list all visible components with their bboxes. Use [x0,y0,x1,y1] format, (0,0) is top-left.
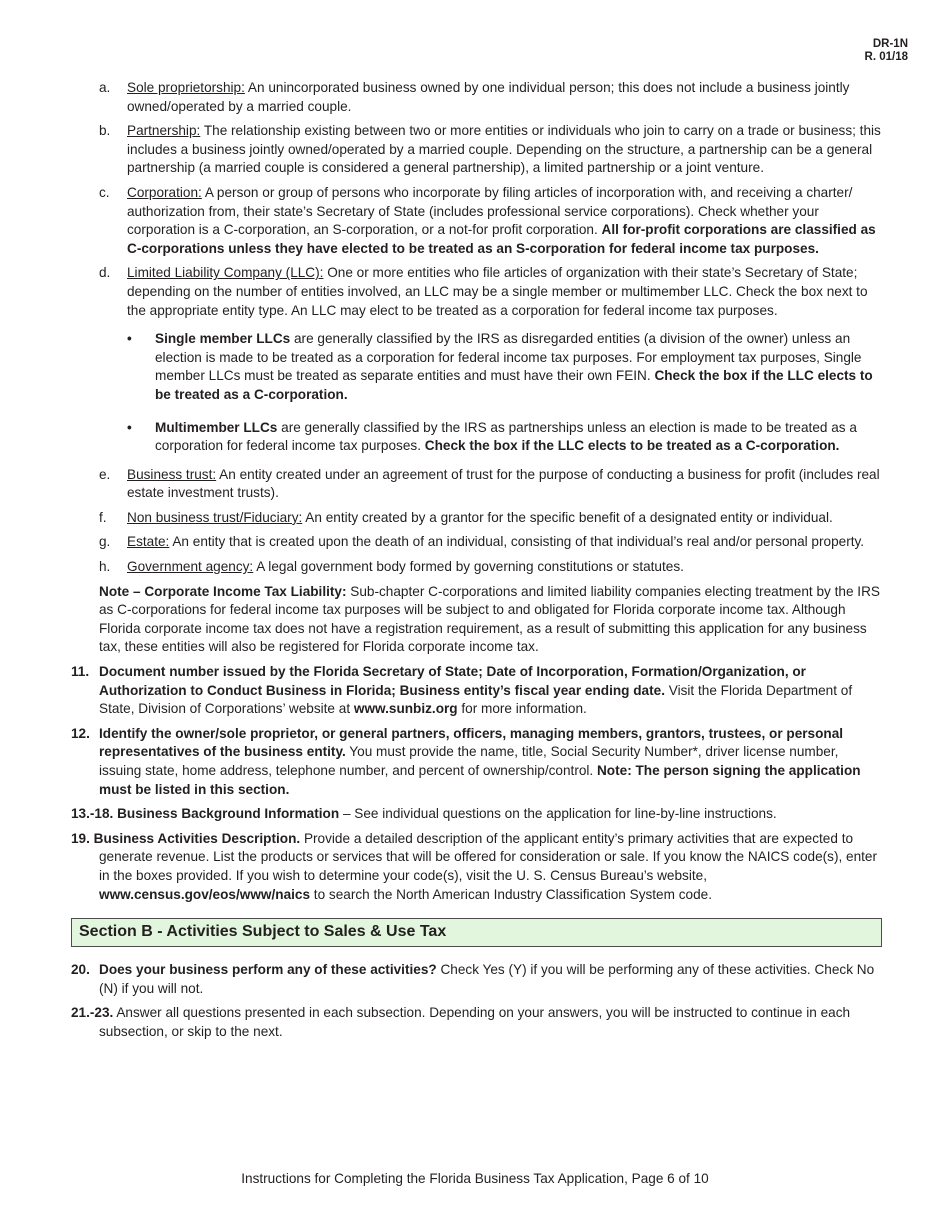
instruction-heading: Does your business perform any of these activities? [99,962,437,978]
bullet-lead: Multimember LLCs [155,419,278,435]
entity-description: An entity that is created upon the death of an individual, consisting of that individual’s real and/or personal property. [169,534,865,550]
instruction-21-23 [0,1004,950,1041]
corporate-tax-note [0,583,950,657]
bullet-emphasis: Check the box if the LLC elects to be treated as a C-corporation. [155,368,873,402]
item-number: 12. [71,725,90,741]
item-label: a. [99,80,111,95]
item-label: e. [99,466,111,482]
bullet-lead: Single member LLCs [155,331,291,347]
instruction-heading: 19. Business Activities Description. [71,830,301,846]
instruction-text-end: for more information. [457,701,587,717]
entity-term: Non business trust/Fiduciary: [127,509,303,525]
bullet-text: are generally classified by the IRS as disregarded entities (a division of the owner) unless an election is made to be treated as a corporation for federal income tax purposes. For employment tax purposes, Single member LLCs must be treated as separate entities and must have their own FEIN. [155,331,862,384]
entity-type-e [0,466,950,503]
instruction-text: Check Yes (Y) if you will be performing any of these activities. Check No (N) if you will not. [99,962,875,996]
entity-description: One or more entities who file articles of organization with their state’s Secretary of State; depending on the number of entities involved, an LLC may be a single member or multimember LLC. Check the box next to the appropriate entity type. An LLC may elect to be treated as a corporation for federal income tax purposes. [127,265,868,318]
instruction-text: Visit the Florida Department of State, Division of Corporations’ website at [99,682,853,717]
form-revision: R. 01/18 [864,51,908,63]
item-label: f. [99,509,107,525]
form-id [865,38,908,64]
entity-term: Corporation: [127,184,202,200]
entity-emphasis: All for-profit corporations are classified as C-corporations unless they have elected to be treated as an S-corporation for federal income tax purposes. [127,222,876,256]
instruction-11 [0,663,950,719]
entity-description: An entity created under an agreement of trust for the purpose of conducting a business for profit (includes real estate investment trusts). [127,466,880,501]
entity-term: Government agency: [127,559,254,575]
entity-description: A person or group of persons who incorporate by filing articles of incorporation with, and receiving a charter/ authorization from, their state’s Secretary of State (includes professional service corporations). Check whether your corporation is a C-corporation, an S-corporation, or a not-for profit corporation. [127,184,853,238]
instruction-note: Note: The person signing the application must be listed in this section. [99,763,861,797]
entity-term: Limited Liability Company (LLC): [127,265,324,281]
instruction-heading: Document number issued by the Florida Secretary of State; Date of Incorporation, Formation/Organization, or Authorization to Conduct Business in Florida; Business entity’s fiscal year ending date. [99,664,806,698]
entity-description: An entity created by a grantor for the specific benefit of a designated entity or individual. [302,509,833,525]
item-label: h. [99,559,111,575]
instruction-heading: Identify the owner/sole proprietor, or general partners, officers, managing members, grantors, trustees, or personal representatives of the business entity. [99,725,844,760]
bullet-emphasis: Check the box if the LLC elects to be treated as a C-corporation. [424,438,840,454]
entity-description: A legal government body formed by governing constitutions or statutes. [253,559,684,575]
instruction-12 [0,725,950,799]
instruction-text: Provide a detailed description of the applicant entity’s primary activities that are expected to generate revenue. List the products or services that will be offered for consideration or sale. If you know the NAICS code(s), enter in the boxes provided. If you wish to determine your code(s), visit the U. S. Census Bureau’s website, [99,830,878,883]
item-label: g. [99,534,111,550]
instructions-body [0,79,950,1048]
census-link[interactable]: www.census.gov/eos/www/naics [99,886,311,902]
section-b-header [71,918,882,947]
entity-type-a [0,79,950,116]
instruction-20 [0,961,950,998]
item-number: 21.-23. [71,1005,114,1021]
instruction-text: – See individual questions on the application for line-by-line instructions. [339,806,777,822]
entity-description: The relationship existing between two or more entities or individuals who join to carry on a trade or business; this includes a business jointly owned/operated by a married couple. Depending on the structure, a partnership can be a general partnership (a married couple is considered a general partnership), a limited partnership or a joint venture. [127,123,881,176]
form-number: DR-1N [872,38,908,50]
bullet-text: are generally classified by the IRS as partnerships unless an election is made to be treated as a corporation for federal income tax purposes. [155,419,857,454]
item-label: b. [99,123,111,139]
bullet-single-member [0,330,950,404]
bullet-icon: • [127,419,132,435]
bullet-multi-member [0,419,950,456]
instruction-19 [0,830,950,904]
entity-term: Estate: [127,534,170,550]
entity-type-c [0,184,950,258]
instruction-text: Answer all questions presented in each subsection. Depending on your answers, you will be instructed to continue in each subsection, or skip to the next. [99,1005,851,1039]
sunbiz-link[interactable]: www.sunbiz.org [353,701,458,717]
instruction-13-18 [0,805,950,824]
entity-term: Business trust: [127,466,217,482]
note-text: Sub-chapter C-corporations and limited liability companies electing treatment by the IRS as C-corporations for federal income tax purposes will be subject to and obligated for Florida corporate income tax. Although Florida corporate income tax does not have a registration requirement, as a result of submitting this application for any business tax, these entities will also be registered for Florida corporate income tax. [99,583,880,655]
llc-bullets [0,330,950,456]
entity-term: Sole proprietorship: [127,80,245,95]
item-label: d. [99,265,111,281]
section-title: Section B - Activities Subject to Sales & Use Tax [79,923,447,941]
entity-type-h [0,558,950,577]
instruction-text: You must provide the name, title, Social Security Number*, driver license number, issuing state, home address, telephone number, and percent of ownership/control. [99,744,839,778]
item-label: c. [99,184,110,200]
entity-type-g [0,533,950,552]
entity-type-f [0,509,950,528]
page-footer: Instructions for Completing the Florida Business Tax Application, Page 6 of 10 [241,1171,709,1186]
entity-type-b [0,122,950,178]
entity-term: Partnership: [127,123,201,139]
instruction-heading: 13.-18. Business Background Information [71,806,340,822]
entity-description: An unincorporated business owned by one individual person; this does not include a business jointly owned/operated by a married couple. [127,80,850,114]
item-number: 11. [71,664,90,680]
bullet-icon: • [127,331,132,347]
entity-type-d [0,264,950,320]
instruction-text-end: to search the North American Industry Classification System code. [310,886,712,902]
note-heading: Note – Corporate Income Tax Liability: [99,583,347,599]
item-number: 20. [71,962,90,978]
